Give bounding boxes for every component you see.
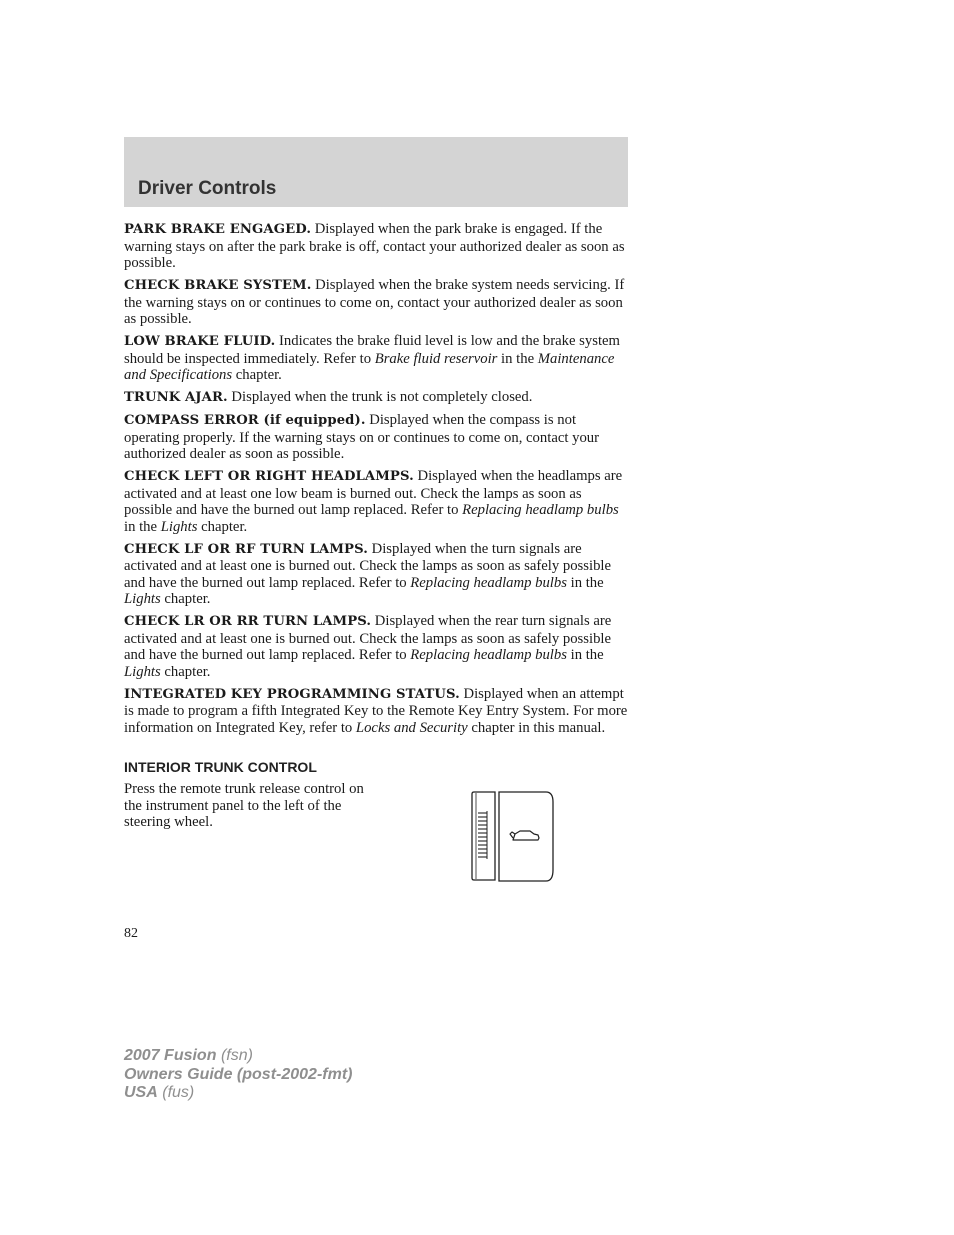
warning-message-text: in the — [566, 574, 604, 591]
warning-message-term: CHECK LF OR RF TURN LAMPS. — [124, 541, 368, 557]
warning-messages-list — [124, 221, 630, 742]
warning-message-text: in the — [124, 518, 161, 535]
section-heading: INTERIOR TRUNK CONTROL — [124, 759, 317, 775]
warning-message-text: chapter. — [197, 518, 248, 535]
warning-message-term: COMPASS ERROR (if equipped). — [124, 413, 366, 428]
warning-message-text: Displayed when the trunk is not completely closed. — [227, 389, 533, 405]
warning-message-text: Displayed when the turn signals are activated and at least one is burned out. Check the lamps as soon as safely possible and have the burned out lamp replaced. Refer to — [124, 540, 612, 591]
warning-message-text: Displayed when the rear turn signals are activated and at least one is burned out. Check the lamps as soon as safely possible and have the burned out lamp replaced. Refer to — [124, 613, 612, 663]
warning-message-item — [124, 389, 630, 407]
warning-message-text: chapter. — [232, 367, 282, 383]
trunk-release-switch-icon — [468, 788, 558, 888]
warning-message-term: TRUNK AJAR. — [124, 390, 228, 405]
warning-message-text: chapter in this manual. — [467, 719, 606, 736]
warning-message-term: CHECK BRAKE SYSTEM. — [124, 278, 312, 293]
warning-message-item — [124, 412, 630, 463]
warning-message-term: PARK BRAKE ENGAGED. — [124, 222, 312, 237]
section-body: Press the remote trunk release control on the instrument panel to the left of the steering wheel. — [124, 781, 364, 830]
footer-line-model: 2007 Fusion (fsn) — [124, 1047, 253, 1064]
chapter-reference: Lights — [124, 591, 161, 607]
warning-message-term: INTEGRATED KEY PROGRAMMING STATUS. — [124, 686, 460, 702]
warning-message-text: Displayed when the headlamps are activated and at least one low beam is burned out. Check the lamps as soon as possible and have the burned out lamp replaced. Refer to — [124, 468, 623, 518]
warning-message-text: Indicates the brake fluid level is low and the brake system should be inspected immediately. Refer to — [124, 333, 620, 367]
page-number: 82 — [124, 926, 138, 941]
chapter-reference: Brake fluid reservoir — [374, 350, 498, 367]
warning-message-term: LOW BRAKE FLUID. — [124, 334, 276, 349]
warning-message-text: Displayed when an attempt is made to program a fifth Integrated Key to the Remote Key Entry System. For more information on Integrated Key, refer to — [124, 685, 628, 736]
warning-message-item — [124, 613, 630, 680]
chapter-reference: Replacing headlamp bulbs — [410, 574, 567, 591]
chapter-reference: Replacing headlamp bulbs — [462, 502, 619, 518]
warning-message-item — [124, 277, 630, 328]
footer-line-market: USA (fus) — [124, 1084, 195, 1101]
warning-message-text: Displayed when the park brake is engaged. If the warning stays on after the park brake is off, contact your authorized dealer as soon as possible. — [124, 221, 625, 271]
warning-message-text: chapter. — [160, 591, 211, 607]
chapter-reference: Maintenance and Specifications — [124, 350, 615, 383]
warning-message-item — [124, 686, 630, 737]
warning-message-item — [124, 468, 630, 535]
warning-message-text: Displayed when the compass is not operating properly. If the warning stays on or continues to come on, contact your authorized dealer as soon as possible. — [124, 412, 600, 462]
footer — [124, 1047, 352, 1103]
warning-message-text: chapter. — [160, 663, 211, 680]
chapter-reference: Replacing headlamp bulbs — [410, 647, 567, 663]
warning-message-text: in the — [566, 647, 604, 663]
chapter-reference: Locks and Security — [355, 719, 468, 736]
chapter-reference: Lights — [124, 663, 161, 680]
page-title: Driver Controls — [138, 178, 277, 199]
footer-line-guide: Owners Guide (post-2002-fmt) — [124, 1065, 353, 1083]
chapter-reference: Lights — [160, 518, 198, 535]
warning-message-text: Displayed when the brake system needs servicing. If the warning stays on or continues to come on, contact your authorized dealer as soon as possible. — [124, 277, 625, 327]
warning-message-term: CHECK LEFT OR RIGHT HEADLAMPS. — [124, 469, 414, 484]
warning-message-item — [124, 333, 630, 384]
warning-message-item — [124, 541, 630, 608]
warning-message-item — [124, 221, 630, 272]
warning-message-term: CHECK LR OR RR TURN LAMPS. — [124, 614, 372, 629]
warning-message-text: in the — [497, 350, 538, 367]
